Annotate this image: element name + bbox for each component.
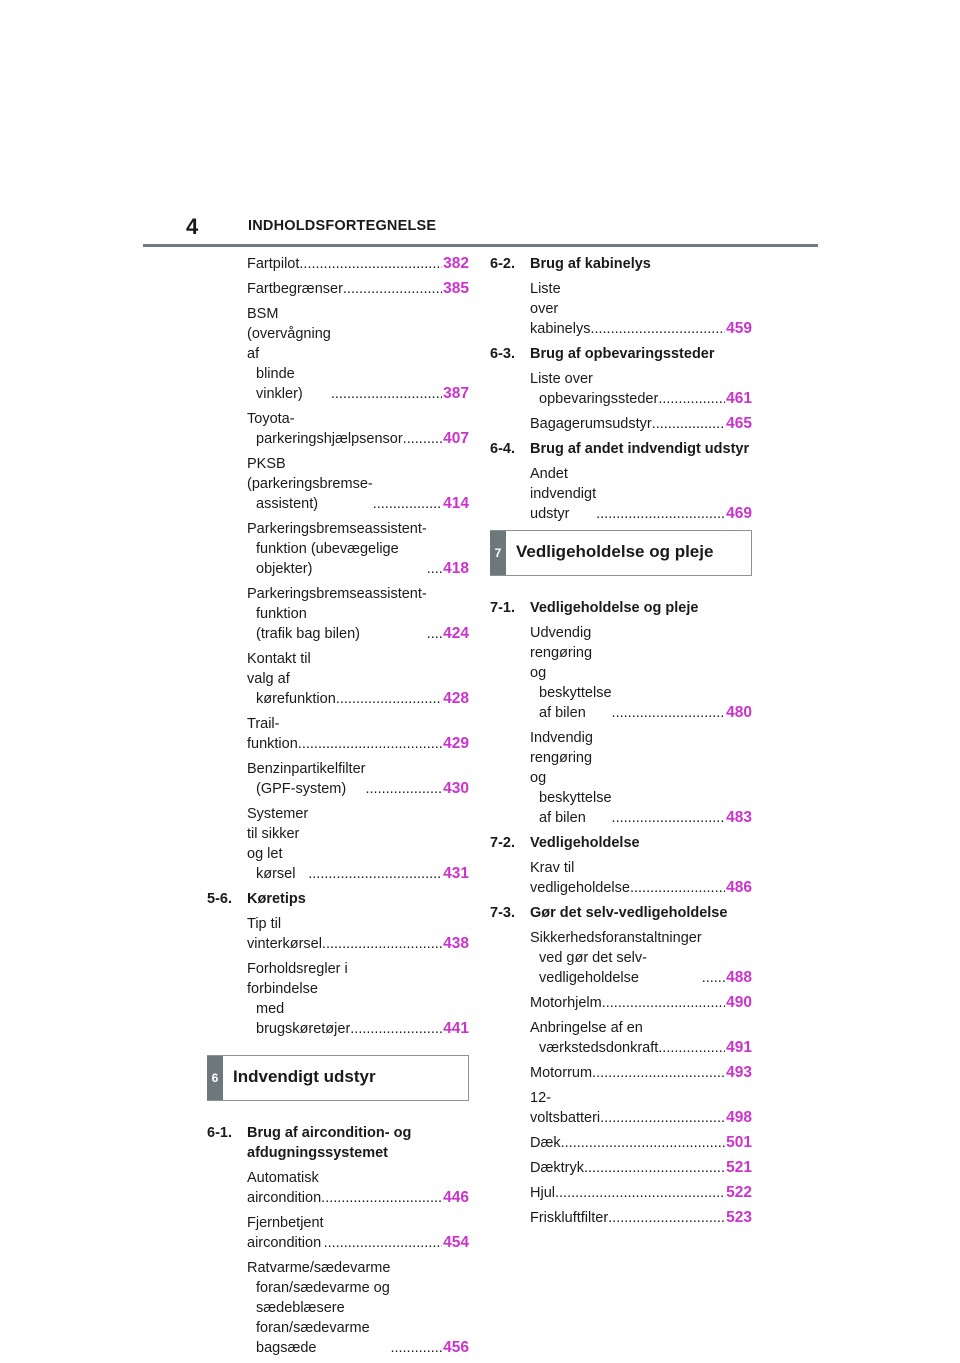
toc-entry[interactable] (490, 464, 752, 524)
toc-entry-line: Parkeringsbremseassistent- (247, 586, 427, 602)
section-number: 7-2. (490, 835, 515, 851)
toc-entry-line: Motorhjelm (530, 995, 602, 1011)
dot-leader (658, 389, 725, 409)
toc-entry-text (247, 454, 373, 514)
toc-entry-line: vedligeholdelse (539, 970, 639, 986)
toc-entry-line: Dæktryk (530, 1160, 584, 1176)
page-link[interactable]: 456 (443, 1339, 469, 1356)
chapter-tab: 6 (207, 1056, 223, 1100)
section-title[interactable]: Vedligeholdelse (530, 835, 640, 851)
page-link[interactable]: 483 (726, 809, 752, 826)
page-link[interactable]: 382 (443, 255, 469, 272)
page-link[interactable]: 438 (443, 935, 469, 952)
toc-entry-text (530, 279, 590, 339)
toc-entry[interactable] (207, 454, 469, 514)
page-link[interactable]: 493 (726, 1064, 752, 1081)
chapter-tab: 7 (490, 531, 506, 575)
toc-entry[interactable] (490, 858, 752, 898)
page-link[interactable]: 414 (443, 495, 469, 512)
toc-entry-line: (GPF-system) (256, 781, 347, 797)
toc-entry[interactable] (490, 1088, 752, 1128)
chapter-6-box[interactable] (207, 1055, 469, 1101)
toc-entry-line: Tip til vinterkørsel (247, 916, 322, 952)
section-heading (490, 439, 752, 459)
header-divider (143, 244, 818, 247)
toc-entry[interactable] (490, 1063, 752, 1083)
dot-leader (298, 734, 442, 754)
toc-entry[interactable] (490, 279, 752, 339)
dot-leader (555, 1183, 725, 1203)
toc-entry-line: ved gør det selv- (539, 950, 647, 966)
toc-entry-line: Toyota- (247, 411, 295, 427)
toc-entry-text (530, 1088, 600, 1128)
dot-leader (561, 1133, 726, 1153)
toc-entry-line: beskyttelse af bilen (539, 790, 612, 826)
toc-entry-text (247, 914, 322, 954)
toc-group (490, 623, 752, 828)
page-link[interactable]: 522 (726, 1184, 752, 1201)
section-heading (490, 254, 752, 274)
toc-entry-text (247, 304, 331, 404)
toc-entry-line: Ratvarme/sædevarme (247, 1260, 391, 1276)
section-title[interactable]: Brug af andet indvendigt udstyr (530, 441, 750, 457)
page-link[interactable]: 441 (443, 1020, 469, 1037)
toc-entry-line: beskyttelse af bilen (539, 685, 612, 721)
dot-leader (630, 878, 725, 898)
section-number: 6-1. (207, 1125, 232, 1141)
toc-entry-line: Fjernbetjent aircondition (247, 1215, 324, 1251)
toc-entry-text (247, 959, 350, 1039)
toc-entry-text (530, 1063, 592, 1083)
page-link[interactable]: 459 (726, 320, 752, 337)
toc-entry-line: (trafik bag bilen) (256, 626, 360, 642)
toc-entry[interactable] (207, 959, 469, 1039)
toc-entry-line: funktion (ubevægelige (256, 541, 399, 557)
toc-group (490, 858, 752, 898)
section-number: 6-4. (490, 441, 515, 457)
toc-entry-line: Udvendig rengøring og (530, 625, 593, 681)
toc-entry-line: opbevaringssteder (539, 391, 659, 407)
dot-leader (308, 864, 442, 884)
section-number: 5-6. (207, 891, 232, 907)
toc-entry[interactable] (207, 279, 469, 299)
toc-entry-text (530, 1018, 658, 1058)
toc-entry[interactable] (207, 519, 469, 579)
toc-entry-text (530, 993, 602, 1013)
toc-entry[interactable] (490, 1018, 752, 1058)
section-number: 6-3. (490, 346, 515, 362)
section-heading (490, 598, 752, 618)
chapter-title: Vedligeholdelse og pleje (516, 542, 714, 561)
toc-entry-line: med brugskøretøjer (256, 1001, 351, 1037)
dot-leader (322, 934, 442, 954)
dot-leader (427, 624, 442, 644)
toc-entry[interactable] (207, 409, 469, 449)
toc-entry-line: Fartpilot (247, 256, 300, 272)
toc-entry-text (247, 714, 298, 754)
toc-entry-text (530, 1133, 561, 1153)
toc-entry-line: funktion (256, 606, 307, 622)
toc-entry-text (530, 1208, 608, 1228)
left-column (207, 254, 469, 1363)
toc-entry-text (247, 649, 336, 709)
toc-entry-text (247, 759, 365, 799)
toc-entry[interactable] (490, 993, 752, 1013)
page-link[interactable]: 446 (443, 1189, 469, 1206)
toc-entry-text (247, 519, 427, 579)
toc-entry-line: Bagagerumsudstyr (530, 416, 652, 432)
toc-entry[interactable] (490, 369, 752, 409)
toc-entry-line: Liste over kabinelys (530, 281, 591, 337)
page-link[interactable]: 488 (726, 969, 752, 986)
dot-leader (365, 779, 442, 799)
toc-entry-line: Dæk (530, 1135, 561, 1151)
toc-entry-line: Kontakt til valg af (247, 651, 311, 687)
dot-leader (336, 689, 442, 709)
page-link[interactable]: 490 (726, 994, 752, 1011)
page-link[interactable]: 454 (443, 1234, 469, 1251)
toc-entry[interactable] (207, 804, 469, 884)
toc-entry-text (247, 804, 308, 884)
right-column (490, 254, 752, 1233)
section-title[interactable]: Køretips (247, 891, 306, 907)
page-number: 4 (186, 214, 199, 239)
dot-leader (596, 504, 725, 524)
dot-leader (592, 1063, 725, 1083)
toc-entry[interactable] (207, 584, 469, 644)
toc-group (490, 279, 752, 339)
dot-leader (324, 1233, 443, 1253)
toc-group (490, 928, 752, 1228)
dot-leader (584, 1158, 725, 1178)
toc-entry-line: Friskluftfilter (530, 1210, 609, 1226)
dot-leader (590, 319, 725, 339)
toc-entry-line: Forholdsregler i forbindelse (247, 961, 348, 997)
dot-leader (350, 1019, 442, 1039)
dot-leader (321, 1188, 442, 1208)
toc-group (207, 254, 469, 884)
toc-entry-text (530, 369, 658, 409)
toc-entry-text (530, 858, 630, 898)
page-link[interactable]: 523 (726, 1209, 752, 1226)
toc-entry-line: Fartbegrænser (247, 281, 343, 297)
section-title[interactable]: Brug af kabinelys (530, 256, 651, 272)
toc-entry[interactable] (207, 1213, 469, 1253)
toc-entry-line: kørsel (256, 866, 296, 882)
dot-leader (343, 279, 442, 299)
toc-entry-line: Indvendig rengøring og (530, 730, 593, 786)
toc-entry-line: Andet indvendigt udstyr (530, 466, 597, 522)
dot-leader (612, 703, 726, 723)
toc-group (207, 914, 469, 1039)
chapter-title: Indvendigt udstyr (233, 1067, 376, 1086)
toc-entry-line: Trail-funktion (247, 716, 298, 752)
toc-entry-text (247, 1213, 324, 1253)
toc-entry[interactable] (490, 1183, 752, 1203)
toc-group (207, 1168, 469, 1358)
toc-group (490, 369, 752, 434)
page-link[interactable]: 491 (726, 1039, 752, 1056)
toc-entry-text (530, 928, 702, 988)
toc-entry-text (247, 409, 403, 449)
dot-leader (390, 1338, 442, 1358)
toc-group (490, 464, 752, 524)
toc-entry[interactable] (207, 254, 469, 274)
toc-entry[interactable] (490, 728, 752, 828)
toc-entry-line: assistent) (256, 496, 319, 512)
section-number: 7-3. (490, 905, 515, 921)
toc-entry[interactable] (490, 1133, 752, 1153)
page-link[interactable]: 521 (726, 1159, 752, 1176)
dot-leader (373, 494, 442, 514)
dot-leader (608, 1208, 725, 1228)
toc-entry-line: kørefunktion (256, 691, 336, 707)
page-link[interactable]: 465 (726, 415, 752, 432)
toc-entry-line: Parkeringsbremseassistent- (247, 521, 427, 537)
toc-entry-text (247, 1168, 321, 1208)
toc-entry-line: Motorrum (530, 1065, 593, 1081)
section-heading (490, 903, 752, 923)
toc-entry[interactable] (207, 649, 469, 709)
section-heading (490, 833, 752, 853)
toc-entry[interactable] (207, 914, 469, 954)
section-number: 7-1. (490, 600, 515, 616)
dot-leader (652, 414, 725, 434)
toc-entry-line: Systemer til sikker og let (247, 806, 309, 862)
page-link[interactable]: 486 (726, 879, 752, 896)
section-title[interactable]: Brug af opbevaringssteder (530, 346, 715, 362)
toc-entry-line: foran/sædevarme (256, 1320, 370, 1336)
dot-leader (403, 429, 442, 449)
toc-entry-text (247, 1258, 390, 1358)
toc-entry-line: Anbringelse af en (530, 1020, 643, 1036)
toc-entry-text (247, 254, 299, 274)
toc-entry[interactable] (207, 1258, 469, 1358)
dot-leader (299, 254, 442, 274)
page-link[interactable]: 430 (443, 780, 469, 797)
page-title: INDHOLDSFORTEGNELSE (248, 218, 437, 234)
toc-entry-line: værkstedsdonkraft (539, 1040, 659, 1056)
toc-entry-line: Hjul (530, 1185, 555, 1201)
toc-entry-line: blinde vinkler) (256, 366, 303, 402)
dot-leader (658, 1038, 725, 1058)
dot-leader (331, 384, 442, 404)
page-link[interactable]: 385 (443, 280, 469, 297)
toc-entry[interactable] (207, 304, 469, 404)
dot-leader (612, 808, 726, 828)
section-title[interactable]: Vedligeholdelse og pleje (530, 600, 699, 616)
page-link[interactable]: 418 (443, 560, 469, 577)
section-heading (207, 889, 469, 909)
page-link[interactable]: 387 (443, 385, 469, 402)
page-link[interactable]: 498 (726, 1109, 752, 1126)
toc-entry[interactable] (490, 928, 752, 988)
toc-entry-line: 12-voltsbatteri (530, 1090, 601, 1126)
section-heading (207, 1123, 469, 1163)
section-number: 6-2. (490, 256, 515, 272)
toc-entry[interactable] (490, 1158, 752, 1178)
toc-entry-line: BSM (overvågning af (247, 306, 331, 362)
section-title[interactable]: Brug af aircondition- og afdugningssystemet (247, 1125, 412, 1161)
page-link[interactable]: 469 (726, 505, 752, 522)
toc-entry-line: Benzinpartikelfilter (247, 761, 366, 777)
dot-leader (427, 559, 442, 579)
toc-entry[interactable] (490, 1208, 752, 1228)
toc-entry[interactable] (490, 623, 752, 723)
chapter-7-box[interactable] (490, 530, 752, 576)
page-link[interactable]: 407 (443, 430, 469, 447)
toc-entry-line: objekter) (256, 561, 313, 577)
toc-entry[interactable] (207, 714, 469, 754)
toc-entry[interactable] (207, 759, 469, 799)
dot-leader (600, 1108, 725, 1128)
toc-entry-line: Sikkerhedsforanstaltninger (530, 930, 702, 946)
toc-entry-text (530, 1158, 584, 1178)
toc-entry-text (530, 728, 612, 828)
toc-entry-line: sædeblæsere (256, 1300, 345, 1316)
page-link[interactable]: 428 (443, 690, 469, 707)
dot-leader (602, 993, 725, 1013)
toc-entry[interactable] (490, 414, 752, 434)
section-heading (490, 344, 752, 364)
toc-entry-text (247, 279, 343, 299)
toc-entry-line: PKSB (parkeringsbremse- (247, 456, 373, 492)
section-title[interactable]: Gør det selv-vedligeholdelse (530, 905, 728, 921)
page-link[interactable]: 424 (443, 625, 469, 642)
toc-entry-line: bagsæde (256, 1340, 317, 1356)
toc-entry-line: Automatisk aircondition (247, 1170, 322, 1206)
toc-entry-text (530, 464, 596, 524)
page-link[interactable]: 431 (443, 865, 469, 882)
toc-entry-line: parkeringshjælpsensor (256, 431, 403, 447)
toc-entry-text (530, 623, 612, 723)
toc-entry-line: foran/sædevarme og (256, 1280, 390, 1296)
dot-leader (702, 968, 725, 988)
page-link[interactable]: 429 (443, 735, 469, 752)
toc-entry-text (530, 1183, 555, 1203)
page-link[interactable]: 501 (726, 1134, 752, 1151)
toc-entry[interactable] (207, 1168, 469, 1208)
toc-entry-text (530, 414, 652, 434)
toc-entry-text (247, 584, 427, 644)
page-link[interactable]: 461 (726, 390, 752, 407)
toc-entry-line: Krav til vedligeholdelse (530, 860, 630, 896)
toc-entry-line: Liste over (530, 371, 593, 387)
page-link[interactable]: 480 (726, 704, 752, 721)
